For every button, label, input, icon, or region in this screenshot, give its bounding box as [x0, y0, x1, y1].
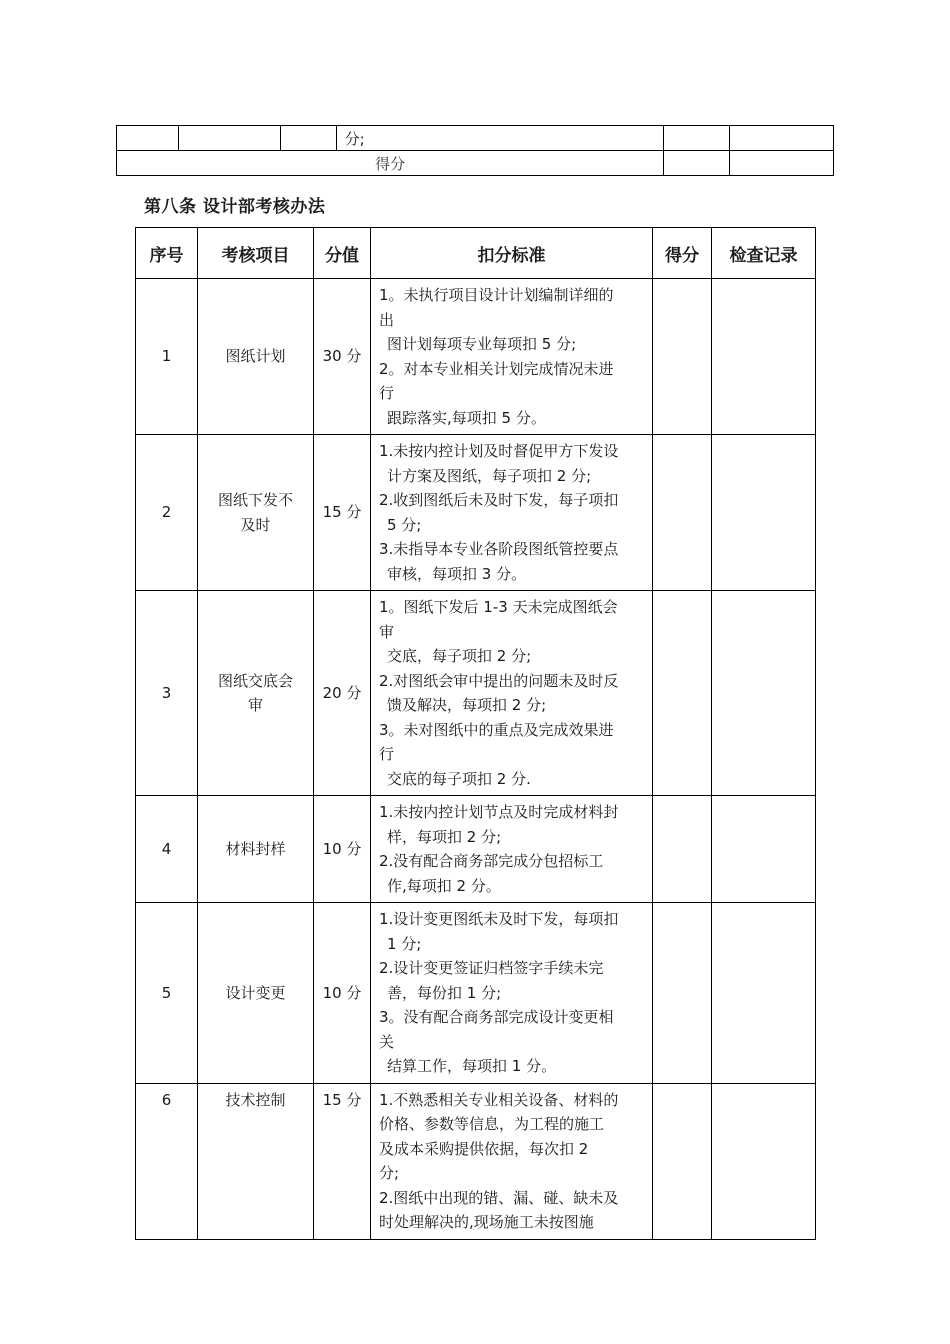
score-total-row — [117, 151, 834, 176]
assessment-table — [135, 227, 816, 1240]
table-row — [136, 591, 816, 796]
row-item: 图纸计划 — [198, 279, 314, 435]
criteria-line: 1。图纸下发后 1-3 天未完成图纸会 — [379, 598, 618, 616]
fragment-cell — [117, 126, 179, 151]
row-record-cell — [712, 903, 816, 1084]
row-points-cell — [653, 796, 712, 903]
header-criteria: 扣分标准 — [371, 228, 653, 279]
criteria-line: 审核，每项扣 3 分。 — [387, 564, 527, 583]
header-points: 得分 — [653, 228, 712, 279]
criteria-line: 及成本采购提供依据，每次扣 2 — [379, 1139, 589, 1158]
row-item: 图纸交底会审 — [198, 591, 314, 796]
score-label: 得分 — [117, 151, 664, 176]
row-item: 设计变更 — [198, 903, 314, 1084]
criteria-line: 1.不熟悉相关专业相关设备、材料的 — [379, 1090, 619, 1109]
header-score: 分值 — [314, 228, 371, 279]
row-criteria — [371, 591, 653, 796]
row-record-cell — [712, 591, 816, 796]
row-score: 15 分 — [314, 1083, 371, 1239]
row-no: 1 — [136, 279, 198, 435]
criteria-line: 出 — [379, 310, 395, 329]
previous-table-fragment — [116, 125, 834, 176]
row-criteria — [371, 903, 653, 1084]
row-points-cell — [653, 903, 712, 1084]
table-row — [136, 435, 816, 591]
criteria-line: 2.对图纸会审中提出的问题未及时反 — [379, 671, 619, 690]
row-points-cell — [653, 1083, 712, 1239]
row-score: 10 分 — [314, 796, 371, 903]
row-criteria — [371, 1083, 653, 1239]
criteria-line: 2.没有配合商务部完成分包招标工 — [379, 852, 604, 870]
row-criteria — [371, 796, 653, 903]
row-points-cell — [653, 435, 712, 591]
row-no: 5 — [136, 903, 198, 1084]
criteria-line: 跟踪落实,每项扣 5 分。 — [387, 408, 546, 427]
row-score: 30 分 — [314, 279, 371, 435]
fragment-row — [117, 126, 834, 151]
row-record-cell — [712, 1083, 816, 1239]
criteria-line: 交底的每子项扣 2 分. — [387, 769, 531, 788]
criteria-line: 交底，每子项扣 2 分; — [387, 647, 532, 665]
row-no: 2 — [136, 435, 198, 591]
criteria-line: 关 — [379, 1032, 395, 1051]
fragment-text: 分; — [336, 126, 664, 151]
criteria-line: 2.收到图纸后未及时下发，每子项扣 — [379, 491, 619, 509]
fragment-cell — [664, 126, 730, 151]
score-record-cell — [730, 151, 834, 176]
row-record-cell — [712, 796, 816, 903]
criteria-line: 5 分; — [387, 515, 422, 534]
criteria-line: 1 分; — [387, 934, 422, 953]
table-row — [136, 796, 816, 903]
criteria-line: 2。对本专业相关计划完成情况未进 — [379, 359, 614, 378]
criteria-line: 1.未按内控计划节点及时完成材料封 — [379, 803, 619, 821]
row-record-cell — [712, 435, 816, 591]
section-title: 第八条 设计部考核办法 — [144, 197, 326, 217]
row-points-cell — [653, 279, 712, 435]
row-criteria — [371, 279, 653, 435]
row-criteria — [371, 435, 653, 591]
criteria-line: 1。未执行项目设计计划编制详细的 — [379, 286, 614, 304]
table-row — [136, 1083, 816, 1239]
row-item: 材料封样 — [198, 796, 314, 903]
row-score: 15 分 — [314, 435, 371, 591]
header-row — [136, 228, 816, 279]
criteria-line: 1.设计变更图纸未及时下发，每项扣 — [379, 910, 619, 928]
criteria-line: 善，每份扣 1 分; — [387, 983, 502, 1002]
criteria-line: 2.图纸中出现的错、漏、碰、缺未及 — [379, 1188, 619, 1207]
criteria-line: 3.未指导本专业各阶段图纸管控要点 — [379, 540, 619, 558]
criteria-line: 行 — [379, 745, 395, 763]
header-no: 序号 — [136, 228, 198, 279]
criteria-line: 图计划每项专业每项扣 5 分; — [387, 335, 577, 353]
row-no: 4 — [136, 796, 198, 903]
fragment-cell — [730, 126, 834, 151]
header-record: 检查记录 — [712, 228, 816, 279]
criteria-line: 3。未对图纸中的重点及完成效果进 — [379, 720, 614, 739]
criteria-line: 3。没有配合商务部完成设计变更相 — [379, 1008, 614, 1026]
criteria-line: 结算工作，每项扣 1 分。 — [387, 1057, 557, 1075]
header-item: 考核项目 — [198, 228, 314, 279]
criteria-line: 作,每项扣 2 分。 — [387, 876, 501, 895]
criteria-line: 价格、参数等信息，为工程的施工 — [379, 1115, 605, 1133]
criteria-line: 行 — [379, 384, 395, 402]
criteria-line: 时处理解决的,现场施工未按图施 — [379, 1213, 594, 1231]
row-no: 3 — [136, 591, 198, 796]
fragment-cell — [178, 126, 280, 151]
criteria-line: 分; — [379, 1164, 400, 1182]
fragment-cell — [280, 126, 336, 151]
row-item: 技术控制 — [198, 1083, 314, 1239]
criteria-line: 1.未按内控计划及时督促甲方下发设 — [379, 442, 619, 460]
row-points-cell — [653, 591, 712, 796]
criteria-line: 计方案及图纸，每子项扣 2 分; — [387, 466, 592, 485]
table-row — [136, 903, 816, 1084]
criteria-line: 2.设计变更签证归档签字手续未完 — [379, 959, 604, 977]
criteria-line: 样，每项扣 2 分; — [387, 827, 502, 846]
row-item: 图纸下发不及时 — [198, 435, 314, 591]
row-no: 6 — [136, 1083, 198, 1239]
criteria-line: 审 — [379, 622, 395, 641]
row-score: 20 分 — [314, 591, 371, 796]
row-score: 10 分 — [314, 903, 371, 1084]
score-value-cell — [664, 151, 730, 176]
row-record-cell — [712, 279, 816, 435]
criteria-line: 馈及解决，每项扣 2 分; — [387, 696, 547, 714]
table-row — [136, 279, 816, 435]
